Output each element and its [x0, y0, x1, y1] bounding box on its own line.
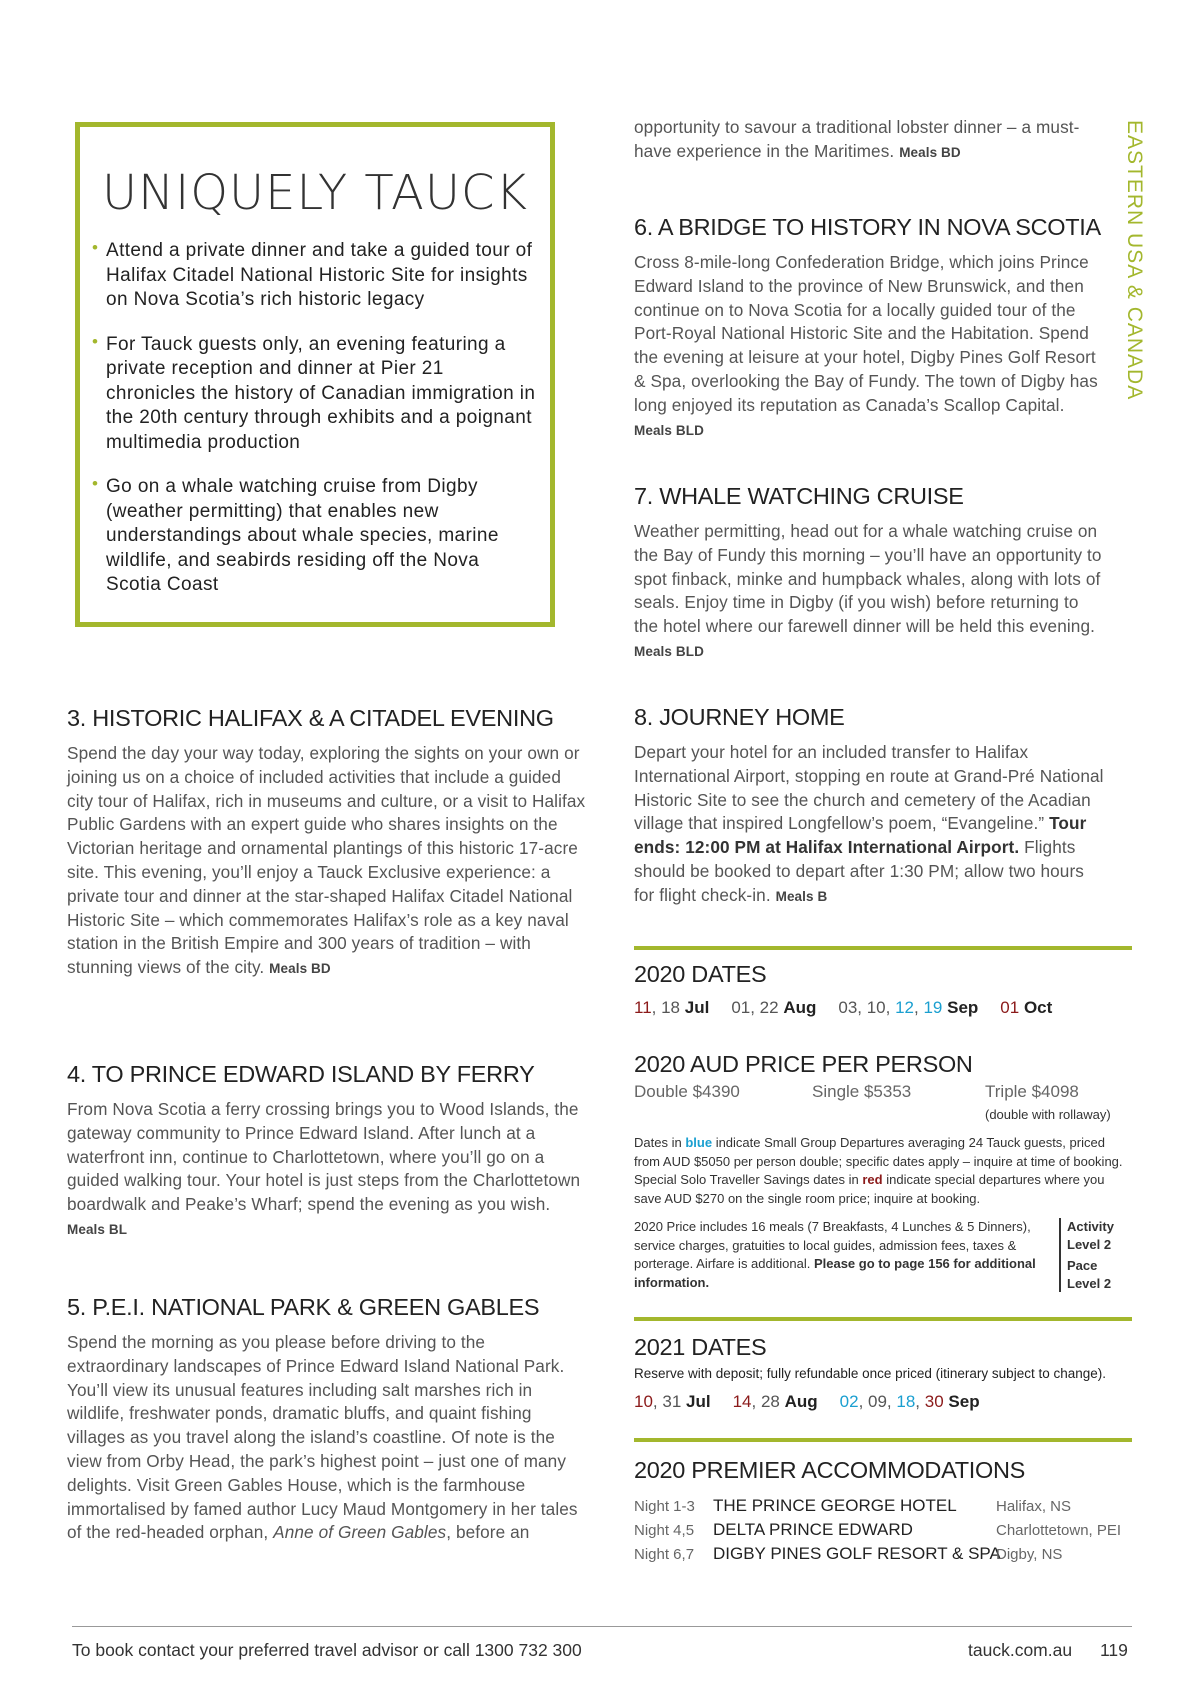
note-red-word: red: [862, 1172, 883, 1187]
day-5-cont-body: opportunity to savour a traditional lobster dinner – a must-have experience in the Maritimes.: [634, 117, 1080, 161]
dates-2021-heading: 2021 DATES: [634, 1334, 767, 1360]
day-8-heading: 8. JOURNEY HOME: [634, 704, 845, 730]
dates-2020-section: [634, 961, 1132, 1018]
date-group: [840, 1392, 980, 1411]
day-5-book-title: Anne of Green Gables: [273, 1522, 447, 1543]
day-7-meals: Meals BLD: [634, 643, 704, 659]
date-value: 10: [634, 1391, 653, 1411]
price-double: Double $4390: [634, 1082, 740, 1101]
dates-2021-section: [634, 1334, 1132, 1412]
day-6-heading: 6. A BRIDGE TO HISTORY IN NOVA SCOTIA: [634, 214, 1101, 240]
day-8-tour-ends: Tour ends: 12:00 PM at Halifax International Airport.: [634, 813, 1087, 858]
date-value: 02: [839, 1391, 859, 1411]
accommodation-row: [634, 1496, 1132, 1520]
price-section: [634, 1051, 1132, 1296]
price-triple: Triple $4098: [985, 1082, 1079, 1101]
night-label: Night 4,5: [634, 1522, 695, 1539]
divider-rule: [634, 1438, 1132, 1442]
price-includes-text: [634, 1218, 1052, 1292]
price-single: Single $5353: [812, 1082, 912, 1101]
note-text: indicate special departures where you save AUD $270 on the single room price; inquire at booking.: [634, 1172, 1105, 1206]
day-8-section: [634, 704, 1104, 909]
day-3-text: [67, 742, 587, 981]
day-4-meals: Meals BL: [67, 1221, 128, 1237]
date-month: Jul: [684, 998, 710, 1017]
date-group: [634, 998, 709, 1017]
date-value: 19: [923, 998, 943, 1017]
dates-2020-row: [634, 998, 1132, 1018]
day-6-meals: Meals BLD: [634, 422, 704, 438]
date-month: Jul: [686, 1391, 711, 1411]
day-5-body: Spend the morning as you please before driving to the extraordinary landscapes of Prince Edward Island National Park. You’ll view its unusual features including salt marshes rich in wildlife, freshwater ponds, dramatic bluffs, and quaint fishing villages as you travel along the island’s coastline. Of note is the view from Orby Head, the park’s highest point – just one of many delights. Visit Green Gables House, which is the farmhouse immortalised by famed author Lucy Maud Montgomery in her tales of the red-headed orphan,: [67, 1332, 578, 1543]
day-5-section: [67, 1294, 587, 1545]
hotel-name: DIGBY PINES GOLF RESORT & SPA: [713, 1544, 1001, 1563]
box-bullet: • For Tauck guests only, an evening featuring a private reception and dinner at Pier 21 chronicles the history of Canadian immigration in the 20th century through exhibits and a poignant multimedia production: [92, 333, 538, 456]
day-3-meals: Meals BD: [269, 961, 331, 977]
day-6-text: [634, 251, 1104, 442]
day-4-text: [67, 1098, 587, 1242]
date-group: [733, 1392, 818, 1411]
price-heading: 2020 AUD PRICE PER PERSON: [634, 1051, 973, 1077]
day-8-body: Depart your hotel for an included transfer to Halifax International Airport, stopping en route at Grand-Pré National Historic Site to see the church and cemetery of the Acadian village that inspired Longfellow’s poem, “Evangeline.”: [634, 742, 1104, 834]
hotel-location: Digby, NS: [996, 1546, 1063, 1563]
date-month: Aug: [784, 1391, 818, 1411]
day-3-heading: 3. HISTORIC HALIFAX & A CITADEL EVENING: [67, 705, 554, 731]
accommodations-section: [634, 1457, 1132, 1568]
date-month: Oct: [1023, 998, 1053, 1017]
price-triple-note: (double with rollaway): [985, 1107, 1111, 1122]
day-8-meals: Meals B: [775, 888, 828, 904]
day-4-heading: 4. TO PRINCE EDWARD ISLAND BY FERRY: [67, 1061, 535, 1087]
note-text: 2020 Price includes 16 meals (7 Breakfasts, 4 Lunches & 5 Dinners), service charges, gratuities to local guides, admission fees, taxes & porterage. Airfare is additional.: [634, 1219, 1031, 1271]
date-value: 03, 10,: [838, 998, 896, 1017]
note-bold: Please go to page 156 for additional information.: [634, 1256, 1036, 1290]
day-5-cont-text: [634, 116, 1104, 165]
price-note-dates: [634, 1134, 1126, 1208]
uniquely-tauck-box: [75, 122, 555, 627]
hotel-location: Charlottetown, PEI: [996, 1522, 1122, 1539]
price-includes-block: [634, 1218, 1132, 1296]
accommodations-list: [634, 1496, 1132, 1568]
day-5-text: [67, 1331, 587, 1545]
date-value: , 31: [652, 1391, 687, 1411]
day-6-section: [634, 214, 1104, 442]
footer-divider: [72, 1626, 1132, 1627]
day-5-meals: Meals BD: [899, 144, 961, 160]
day-4-section: [67, 1061, 587, 1242]
date-value: 30: [924, 1391, 944, 1411]
day-5-body-end: , before an: [446, 1522, 530, 1543]
day-3-section: [67, 705, 587, 981]
box-title: UNIQUELY TAUCK: [102, 165, 528, 221]
date-value: ,: [915, 1391, 925, 1411]
night-label: Night 6,7: [634, 1546, 695, 1563]
note-text: Dates in: [634, 1135, 682, 1150]
activity-pace-levels: [1059, 1218, 1114, 1292]
divider-rule: [634, 946, 1132, 950]
date-value: 11: [634, 998, 652, 1017]
accommodation-row: [634, 1544, 1132, 1568]
activity-label: Activity: [1067, 1219, 1114, 1234]
pace-level: Level 2: [1067, 1275, 1112, 1291]
footer-site: tauck.com.au: [968, 1640, 1073, 1660]
date-group: [634, 1392, 711, 1411]
page-number: 119: [1100, 1640, 1128, 1660]
day-8-text: [634, 741, 1104, 909]
activity-level: Level 2: [1067, 1236, 1112, 1252]
date-month: Sep: [947, 998, 979, 1017]
date-month: Sep: [948, 1391, 980, 1411]
dates-2021-subtitle: Reserve with deposit; fully refundable once priced (itinerary subject to change).: [634, 1366, 1106, 1381]
divider-rule: [634, 1317, 1132, 1321]
hotel-name: THE PRINCE GEORGE HOTEL: [713, 1496, 957, 1515]
date-value: 14: [732, 1391, 752, 1411]
box-bullet: • Go on a whale watching cruise from Digby (weather permitting) that enables new understandings about whale species, marine wildlife, and seabirds residing off the Nova Scotia Coast: [92, 475, 538, 598]
price-row: [634, 1082, 1132, 1126]
pace-label: Pace: [1067, 1258, 1098, 1273]
day-4-body: From Nova Scotia a ferry crossing brings you to Wood Islands, the gateway community to Prince Edward Island. After lunch at a waterfront inn, continue to Charlottetown, where you’ll go on a guided walking tour. Your hotel is just steps from the Charlottetown boardwalk and Peake’s Wharf; spend the evening as you wish.: [67, 1099, 581, 1215]
day-6-body: Cross 8-mile-long Confederation Bridge, which joins Prince Edward Island to the province of New Brunswick, and then continue on to Nova Scotia for a locally guided tour of the Port-Royal National Historic Site and the Habitation. Spend the evening at leisure at your hotel, Digby Pines Golf Resort & Spa, overlooking the Bay of Fundy. The town of Digby has long enjoyed its reputation as Canada’s Scallop Capital.: [634, 252, 1098, 415]
date-value: ,: [914, 998, 924, 1017]
dates-2021-row: [634, 1392, 1132, 1412]
footer-contact: To book contact your preferred travel advisor or call 1300 732 300: [72, 1640, 582, 1660]
date-value: 18: [896, 1391, 916, 1411]
hotel-location: Halifax, NS: [996, 1498, 1072, 1515]
date-value: 01, 22: [731, 998, 784, 1017]
day-5-heading: 5. P.E.I. NATIONAL PARK & GREEN GABLES: [67, 1294, 540, 1320]
box-bullet: • Attend a private dinner and take a guided tour of Halifax Citadel National Historic Site for insights on Nova Scotia’s rich historic legacy: [92, 239, 538, 313]
day-7-text: [634, 520, 1104, 664]
date-month: Aug: [783, 998, 817, 1017]
date-group: [731, 998, 816, 1017]
date-value: , 18: [651, 998, 685, 1017]
day-7-heading: 7. WHALE WATCHING CRUISE: [634, 483, 964, 509]
dates-2020-heading: 2020 DATES: [634, 961, 767, 987]
date-value: , 28: [751, 1391, 785, 1411]
day-7-section: [634, 483, 1104, 664]
date-group: [1000, 998, 1052, 1017]
box-bullet-list: [92, 239, 538, 618]
date-value: 12: [895, 998, 914, 1017]
accommodations-heading: 2020 PREMIER ACCOMMODATIONS: [634, 1457, 1026, 1483]
night-label: Night 1-3: [634, 1498, 695, 1515]
day-3-body: Spend the day your way today, exploring the sights on your own or joining us on a choice of included activities that include a guided city tour of Halifax, rich in museums and culture, or a visit to Halifax Public Gardens with an expert guide who shares insights on the Victorian heritage and ornamental plantings of this historic 17-acre site. This evening, you’ll enjoy a Tauck Exclusive experience: a private tour and dinner at the star-shaped Halifax Citadel National Historic Site – which commemorates Halifax’s role as a key naval station in the British Empire and 300 years of tradition – with stunning views of the city.: [67, 743, 586, 978]
date-value: , 09,: [858, 1391, 897, 1411]
date-value: 01: [1000, 998, 1020, 1017]
day-8-body-end: Flights should be booked to depart after 1:30 PM; allow two hours for flight check-in.: [634, 837, 1084, 905]
hotel-name: DELTA PRINCE EDWARD: [713, 1520, 913, 1539]
note-blue-word: blue: [685, 1135, 713, 1150]
note-text: indicate Small Group Departures averaging 24 Tauck guests, priced from AUD $5050 per person double; specific dates apply – inquire at time of booking. Special Solo Traveller Savings dates in: [634, 1135, 1123, 1187]
accommodation-row: [634, 1520, 1132, 1544]
section-side-tab: EASTERN USA & CANADA: [1123, 120, 1146, 401]
day-5-continued: [634, 116, 1104, 165]
date-group: [838, 998, 978, 1017]
day-7-body: Weather permitting, head out for a whale watching cruise on the Bay of Fundy this morning – you’ll have an opportunity to spot finback, minke and humpback whales, along with lots of seals. Enjoy time in Digby (if you wish) before returning to the hotel where our farewell dinner will be held this evening.: [634, 521, 1102, 637]
